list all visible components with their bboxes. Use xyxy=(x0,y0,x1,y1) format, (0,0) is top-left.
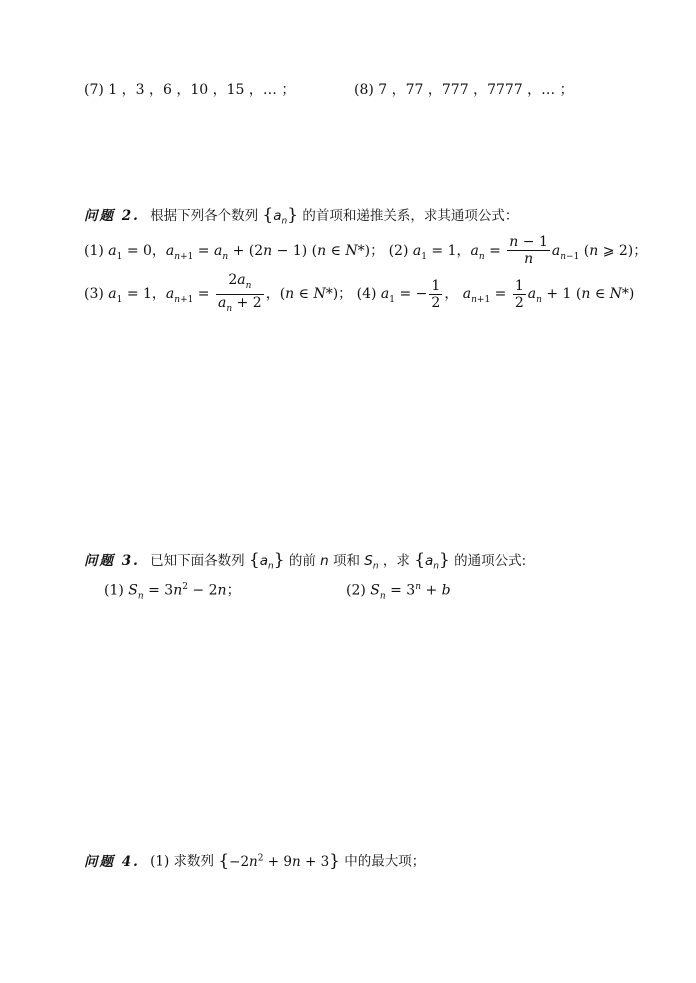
question-2-heading xyxy=(84,205,518,232)
sum-symbol: $S_n$ xyxy=(364,553,379,572)
sequence-symbol: $\{a_n\}$ xyxy=(248,550,285,572)
question-2-line-2 xyxy=(84,272,634,317)
question-4-text-a: 求数列 xyxy=(173,853,215,870)
problem-8: (8) 7 ，77 ，777 ，7777 ，… ； xyxy=(354,82,574,98)
question-2-label: 问题 2. xyxy=(84,208,140,224)
question-3-label: 问题 3. xyxy=(84,553,140,569)
sequence-symbol: $\{a_n\}$ xyxy=(262,205,299,227)
fraction-2an-over-an-plus-2: $\frac{2a_n}{a_n + 2}$ xyxy=(218,272,262,314)
variable-n: n xyxy=(320,553,329,569)
question-4-heading xyxy=(84,848,425,872)
question-2-text-a: 根据下列各个数列 xyxy=(150,208,259,224)
sequence-expression: $\{-2n^2 + 9n + 3\}$ xyxy=(218,850,340,871)
fraction-one-half-2: $\frac{1}{2}$ xyxy=(514,277,524,311)
question-2-line-1 xyxy=(84,234,647,267)
subq-4-1-number: (1) xyxy=(150,853,170,870)
subq-2-4: (4) $a_1$ = − $\frac{1}{2}$ ， $a_{n+1}$ = $\frac{1}{2}$ $a_n + 1$ (n ∈ N*) xyxy=(356,277,635,311)
subq-2-3: (3) $a_1 = 1$，$a_{n+1}$ = $\frac{2a_n}{a_n + 2}$ ，(n ∈ N*)； xyxy=(84,286,352,302)
question-3-text-c: 项和 xyxy=(333,553,360,569)
subq-2-1: (1) $a_1 = 0$，$a_{n+1} = a_n + (2n - 1)$ (n ∈ N*)； xyxy=(84,242,385,262)
subq-3-1: (1) $S_n = 3n^2 - 2n$； xyxy=(104,582,241,602)
subq-2-2: (2) $a_1 = 1$，$a_n$ = $\frac{n - 1}{n}$ $a_{n-1}$ (n ⩾ 2)； xyxy=(388,234,648,267)
question-2-text-b: 的首项和递推关系，求其通项公式： xyxy=(302,208,519,224)
question-4-label: 问题 4. xyxy=(84,853,140,870)
subq-3-2: (2) $S_n = 3^n + b$ xyxy=(346,582,451,602)
question-3-text-d: ，求 xyxy=(382,553,410,569)
question-4-text-b: 中的最大项； xyxy=(344,853,426,870)
question-3-text-a: 已知下面各数列 xyxy=(150,553,245,569)
question-3-text-e: 的通项公式: xyxy=(454,553,527,569)
question-3-text-b: 的前 xyxy=(288,553,316,569)
problem-7: (7) 1 ，3 ，6 ，10 ，15 ，… ； xyxy=(84,82,296,98)
fraction-n-minus-1-over-n: $\frac{n - 1}{n}$ xyxy=(509,234,548,267)
question-3-heading xyxy=(84,550,526,577)
sequence-symbol-2: $\{a_n\}$ xyxy=(414,550,450,572)
fraction-one-half: $\frac{1}{2}$ xyxy=(431,277,441,311)
